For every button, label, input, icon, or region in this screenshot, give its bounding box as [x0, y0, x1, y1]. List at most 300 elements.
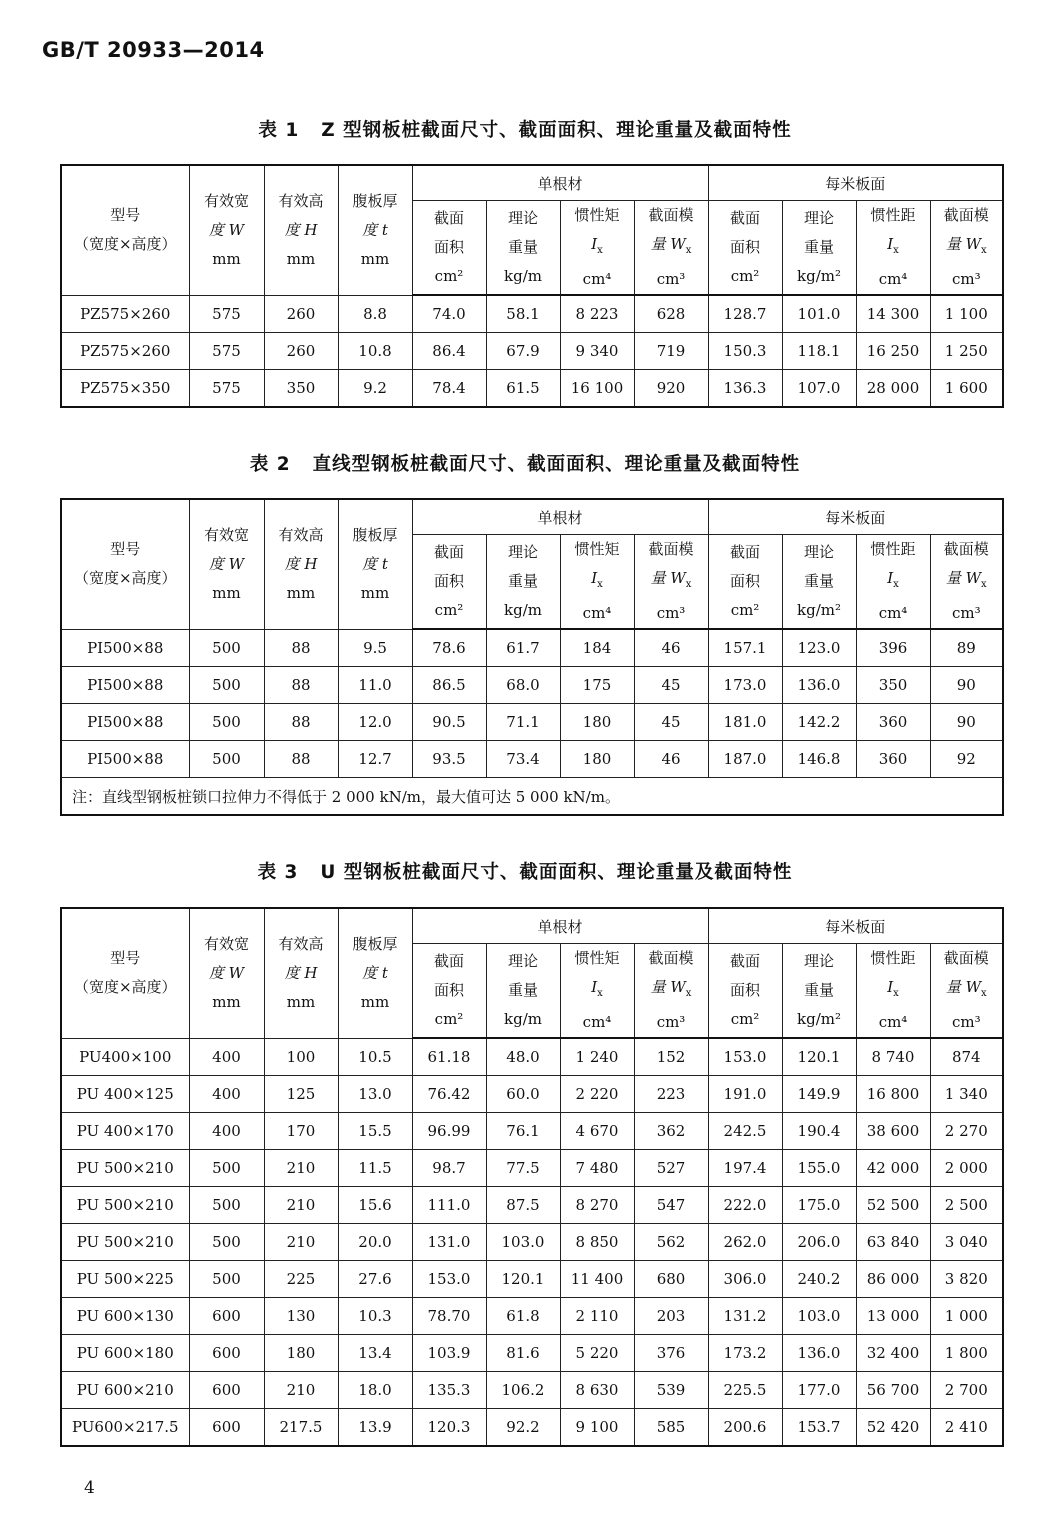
table-note-row	[61, 778, 1003, 816]
value-cell: 103.0	[486, 1224, 560, 1261]
value-cell: 86.5	[412, 667, 486, 704]
header-weight_m-unit: kg/m²	[797, 267, 841, 285]
value-cell: 575	[189, 295, 264, 333]
value-cell: 78.6	[412, 629, 486, 667]
value-cell: 88	[264, 741, 338, 778]
model-cell: PZ575×260	[61, 333, 189, 370]
value-cell: 63 840	[856, 1224, 930, 1261]
header-weight-m	[782, 201, 856, 296]
header-weight_m-line2: 重量	[804, 981, 835, 999]
value-cell: 191.0	[708, 1076, 782, 1113]
header-weight_m-line1: 理论	[804, 209, 835, 227]
value-cell: 10.3	[338, 1298, 412, 1335]
value-cell: 153.7	[782, 1409, 856, 1447]
table-row	[61, 1113, 1003, 1150]
model-cell: PU 600×130	[61, 1298, 189, 1335]
value-cell: 86.4	[412, 333, 486, 370]
header-modulus_m-symbol: 量 W	[945, 978, 982, 996]
value-cell: 120.3	[412, 1409, 486, 1447]
header-modulus_m-unit: cm³	[951, 1013, 981, 1031]
value-cell: 5 220	[560, 1335, 634, 1372]
header-thickness	[338, 165, 412, 295]
value-cell: 400	[189, 1076, 264, 1113]
table-1-title: Z 型钢板桩截面尺寸、截面面积、理论重量及截面特性	[321, 120, 792, 141]
value-cell: 8 630	[560, 1372, 634, 1409]
header-area-line1: 截面	[433, 209, 464, 227]
header-inertia-m	[856, 201, 930, 296]
table-row	[61, 1150, 1003, 1187]
value-cell: 28 000	[856, 370, 930, 408]
header-width-line1: 有效宽	[203, 191, 249, 210]
value-cell: 56 700	[856, 1372, 930, 1409]
value-cell: 181.0	[708, 704, 782, 741]
value-cell: 155.0	[782, 1150, 856, 1187]
value-cell: 1 240	[560, 1038, 634, 1076]
value-cell: 18.0	[338, 1372, 412, 1409]
value-cell: 8 850	[560, 1224, 634, 1261]
header-inertia-single	[560, 201, 634, 296]
value-cell: 360	[856, 741, 930, 778]
header-thickness-line1: 腹板厚	[352, 934, 398, 953]
value-cell: 206.0	[782, 1224, 856, 1261]
value-cell: 2 410	[930, 1409, 1003, 1447]
value-cell: 628	[634, 295, 708, 333]
header-area_m-line1: 截面	[730, 543, 761, 561]
value-cell: 52 420	[856, 1409, 930, 1447]
value-cell: 149.9	[782, 1076, 856, 1113]
value-cell: 125	[264, 1076, 338, 1113]
header-thickness-unit: mm	[360, 583, 390, 602]
header-group-single: 单根材	[412, 908, 708, 944]
value-cell: 11.5	[338, 1150, 412, 1187]
header-thickness-unit: mm	[360, 992, 390, 1011]
value-cell: 184	[560, 629, 634, 667]
value-cell: 45	[634, 704, 708, 741]
header-inertia_single-unit: cm⁴	[582, 270, 612, 288]
value-cell: 16 100	[560, 370, 634, 408]
header-height-unit: mm	[286, 992, 316, 1011]
header-area-line1: 截面	[433, 952, 464, 970]
value-cell: 61.8	[486, 1298, 560, 1335]
value-cell: 11.0	[338, 667, 412, 704]
table-row	[61, 1038, 1003, 1076]
header-modulus-line1: 截面模	[648, 949, 694, 967]
value-cell: 10.5	[338, 1038, 412, 1076]
table-row	[61, 667, 1003, 704]
value-cell: 575	[189, 333, 264, 370]
value-cell: 197.4	[708, 1150, 782, 1187]
value-cell: 203	[634, 1298, 708, 1335]
header-weight-line1: 理论	[507, 952, 538, 970]
value-cell: 150.3	[708, 333, 782, 370]
header-inertia_m-unit: cm⁴	[878, 604, 908, 622]
header-width-unit: mm	[212, 992, 241, 1011]
model-cell: PZ575×260	[61, 295, 189, 333]
header-modulus-unit: cm³	[656, 604, 686, 622]
value-cell: 96.99	[412, 1113, 486, 1150]
value-cell: 242.5	[708, 1113, 782, 1150]
value-cell: 177.0	[782, 1372, 856, 1409]
header-modulus-m	[930, 201, 1003, 296]
table-row	[61, 1298, 1003, 1335]
value-cell: 152	[634, 1038, 708, 1076]
value-cell: 600	[189, 1372, 264, 1409]
value-cell: 260	[264, 295, 338, 333]
value-cell: 146.8	[782, 741, 856, 778]
value-cell: 42 000	[856, 1150, 930, 1187]
header-modulus-line1: 截面模	[648, 540, 694, 558]
value-cell: 1 340	[930, 1076, 1003, 1113]
table-row	[61, 1261, 1003, 1298]
header-weight_m-unit: kg/m²	[797, 601, 841, 619]
value-cell: 38 600	[856, 1113, 930, 1150]
table-1-caption	[0, 116, 1050, 142]
value-cell: 81.6	[486, 1335, 560, 1372]
header-weight	[486, 535, 560, 630]
model-cell: PI500×88	[61, 629, 189, 667]
header-inertia_m-line2	[857, 564, 930, 599]
value-cell: 376	[634, 1335, 708, 1372]
value-cell: 500	[189, 1150, 264, 1187]
value-cell: 225.5	[708, 1372, 782, 1409]
value-cell: 92	[930, 741, 1003, 778]
header-model	[61, 908, 189, 1038]
header-area-unit: cm²	[434, 267, 464, 285]
header-height-line1: 有效高	[278, 934, 324, 953]
table-1-number: 表 1	[258, 120, 300, 141]
header-inertia_m-unit: cm⁴	[878, 270, 908, 288]
value-cell: 58.1	[486, 295, 560, 333]
header-weight-line1: 理论	[507, 209, 538, 227]
value-cell: 240.2	[782, 1261, 856, 1298]
value-cell: 88	[264, 704, 338, 741]
header-area-line2: 面积	[433, 238, 464, 256]
value-cell: 180	[560, 704, 634, 741]
value-cell: 103.0	[782, 1298, 856, 1335]
header-modulus_m-line2	[931, 973, 1003, 1008]
header-modulus	[634, 944, 708, 1039]
header-model-line2: （宽度×高度）	[73, 569, 177, 588]
header-height-line1: 有效高	[278, 525, 324, 544]
header-model-line1: 型号	[110, 540, 141, 559]
value-cell: 89	[930, 629, 1003, 667]
value-cell: 12.7	[338, 741, 412, 778]
header-weight-unit: kg/m	[504, 267, 542, 285]
header-area-line2: 面积	[433, 981, 464, 999]
value-cell: 562	[634, 1224, 708, 1261]
header-weight_m-line2: 重量	[804, 238, 835, 256]
value-cell: 61.18	[412, 1038, 486, 1076]
header-modulus	[634, 535, 708, 630]
model-cell: PU 400×170	[61, 1113, 189, 1150]
header-width	[189, 499, 264, 629]
value-cell: 11 400	[560, 1261, 634, 1298]
header-inertia_m-sub: x	[893, 579, 899, 590]
header-inertia_single-sub: x	[597, 245, 603, 256]
header-modulus-line2	[635, 564, 708, 599]
header-modulus-line2	[635, 973, 708, 1008]
header-area_m-unit: cm²	[730, 267, 760, 285]
table-row	[61, 704, 1003, 741]
header-area	[412, 535, 486, 630]
value-cell: 46	[634, 741, 708, 778]
header-modulus_m-sub: x	[981, 579, 987, 590]
header-height	[264, 499, 338, 629]
value-cell: 187.0	[708, 741, 782, 778]
header-width-line1: 有效宽	[203, 525, 249, 544]
header-modulus_m-line1: 截面模	[943, 540, 989, 558]
header-inertia_m-line1: 惯性距	[870, 949, 916, 967]
header-weight-line2: 重量	[507, 572, 538, 590]
table-2	[60, 498, 1004, 816]
model-cell: PU600×217.5	[61, 1409, 189, 1447]
value-cell: 135.3	[412, 1372, 486, 1409]
header-thickness-line2: 度 t	[362, 963, 388, 982]
value-cell: 2 110	[560, 1298, 634, 1335]
value-cell: 8.8	[338, 295, 412, 333]
value-cell: 225	[264, 1261, 338, 1298]
value-cell: 175.0	[782, 1187, 856, 1224]
header-modulus-line2	[635, 230, 708, 265]
header-weight-line2: 重量	[507, 238, 538, 256]
value-cell: 3 820	[930, 1261, 1003, 1298]
value-cell: 86 000	[856, 1261, 930, 1298]
header-weight_m-line1: 理论	[804, 543, 835, 561]
value-cell: 131.0	[412, 1224, 486, 1261]
header-width-line2: 度 W	[208, 554, 245, 573]
header-area-m	[708, 535, 782, 630]
header-thickness-line2: 度 t	[362, 554, 388, 573]
value-cell: 88	[264, 667, 338, 704]
header-weight	[486, 944, 560, 1039]
value-cell: 400	[189, 1113, 264, 1150]
value-cell: 93.5	[412, 741, 486, 778]
header-inertia_single-sub: x	[597, 988, 603, 999]
model-cell: PU 600×180	[61, 1335, 189, 1372]
value-cell: 210	[264, 1150, 338, 1187]
header-inertia_single-unit: cm⁴	[582, 604, 612, 622]
value-cell: 9.2	[338, 370, 412, 408]
value-cell: 173.0	[708, 667, 782, 704]
value-cell: 7 480	[560, 1150, 634, 1187]
value-cell: 78.4	[412, 370, 486, 408]
value-cell: 360	[856, 704, 930, 741]
value-cell: 9.5	[338, 629, 412, 667]
value-cell: 123.0	[782, 629, 856, 667]
header-area_m-line2: 面积	[730, 238, 761, 256]
header-height-line2: 度 H	[284, 220, 318, 239]
table-row	[61, 1187, 1003, 1224]
header-weight-line1: 理论	[507, 543, 538, 561]
header-area-m	[708, 944, 782, 1039]
value-cell: 3 040	[930, 1224, 1003, 1261]
header-height	[264, 165, 338, 295]
value-cell: 210	[264, 1187, 338, 1224]
value-cell: 76.42	[412, 1076, 486, 1113]
value-cell: 77.5	[486, 1150, 560, 1187]
header-area_m-unit: cm²	[730, 1010, 760, 1028]
value-cell: 680	[634, 1261, 708, 1298]
header-modulus_m-unit: cm³	[951, 270, 981, 288]
value-cell: 90	[930, 667, 1003, 704]
value-cell: 500	[189, 741, 264, 778]
value-cell: 8 270	[560, 1187, 634, 1224]
header-thickness	[338, 908, 412, 1038]
header-modulus-m	[930, 535, 1003, 630]
header-inertia_single-unit: cm⁴	[582, 1013, 612, 1031]
header-area-line1: 截面	[433, 543, 464, 561]
value-cell: 15.5	[338, 1113, 412, 1150]
header-modulus	[634, 201, 708, 296]
value-cell: 45	[634, 667, 708, 704]
value-cell: 527	[634, 1150, 708, 1187]
header-width	[189, 165, 264, 295]
header-height-unit: mm	[286, 583, 316, 602]
header-group-single: 单根材	[412, 165, 708, 201]
value-cell: 217.5	[264, 1409, 338, 1447]
header-group-per-meter: 每米板面	[708, 165, 1003, 201]
header-modulus_m-symbol: 量 W	[945, 569, 982, 587]
table-2-caption	[0, 450, 1050, 476]
header-model	[61, 165, 189, 295]
header-width	[189, 908, 264, 1038]
value-cell: 67.9	[486, 333, 560, 370]
table-3-caption	[0, 858, 1050, 884]
value-cell: 8 223	[560, 295, 634, 333]
table-3-number: 表 3	[257, 862, 299, 883]
header-inertia_single-line1: 惯性矩	[574, 540, 620, 558]
value-cell: 157.1	[708, 629, 782, 667]
value-cell: 500	[189, 1261, 264, 1298]
value-cell: 153.0	[412, 1261, 486, 1298]
value-cell: 111.0	[412, 1187, 486, 1224]
header-area	[412, 201, 486, 296]
header-modulus_m-symbol: 量 W	[945, 235, 982, 253]
value-cell: 107.0	[782, 370, 856, 408]
value-cell: 13.9	[338, 1409, 412, 1447]
table-3	[60, 907, 1004, 1447]
value-cell: 539	[634, 1372, 708, 1409]
page-number: 4	[84, 1478, 95, 1498]
header-model-line1: 型号	[110, 949, 141, 968]
header-width-unit: mm	[212, 583, 241, 602]
value-cell: 306.0	[708, 1261, 782, 1298]
header-thickness	[338, 499, 412, 629]
value-cell: 92.2	[486, 1409, 560, 1447]
value-cell: 136.0	[782, 1335, 856, 1372]
header-modulus_m-sub: x	[981, 988, 987, 999]
value-cell: 71.1	[486, 704, 560, 741]
header-weight_m-unit: kg/m²	[797, 1010, 841, 1028]
table-row	[61, 1224, 1003, 1261]
model-cell: PU 500×210	[61, 1150, 189, 1187]
header-width-line2: 度 W	[208, 963, 245, 982]
header-inertia_m-sub: x	[893, 988, 899, 999]
table-3-title: U 型钢板桩截面尺寸、截面面积、理论重量及截面特性	[320, 862, 793, 883]
value-cell: 16 800	[856, 1076, 930, 1113]
header-thickness-line2: 度 t	[362, 220, 388, 239]
header-width-line2: 度 W	[208, 220, 245, 239]
value-cell: 73.4	[486, 741, 560, 778]
value-cell: 20.0	[338, 1224, 412, 1261]
value-cell: 103.9	[412, 1335, 486, 1372]
value-cell: 2 270	[930, 1113, 1003, 1150]
model-cell: PU 600×210	[61, 1372, 189, 1409]
header-inertia_m-symbol: I	[887, 569, 894, 587]
header-modulus-unit: cm³	[656, 1013, 686, 1031]
value-cell: 61.7	[486, 629, 560, 667]
value-cell: 131.2	[708, 1298, 782, 1335]
table-row	[61, 741, 1003, 778]
header-inertia_m-line2	[857, 973, 930, 1008]
value-cell: 180	[560, 741, 634, 778]
header-inertia_m-line1: 惯性距	[870, 206, 916, 224]
header-area_m-line2: 面积	[730, 572, 761, 590]
header-thickness-line1: 腹板厚	[352, 191, 398, 210]
header-inertia_single-line1: 惯性矩	[574, 206, 620, 224]
value-cell: 2 000	[930, 1150, 1003, 1187]
header-weight-line2: 重量	[507, 981, 538, 999]
value-cell: 13.0	[338, 1076, 412, 1113]
header-height-line2: 度 H	[284, 554, 318, 573]
value-cell: 68.0	[486, 667, 560, 704]
value-cell: 500	[189, 704, 264, 741]
header-weight-m	[782, 535, 856, 630]
value-cell: 61.5	[486, 370, 560, 408]
header-area-line2: 面积	[433, 572, 464, 590]
value-cell: 60.0	[486, 1076, 560, 1113]
value-cell: 362	[634, 1113, 708, 1150]
value-cell: 9 340	[560, 333, 634, 370]
header-area_m-line1: 截面	[730, 952, 761, 970]
value-cell: 13 000	[856, 1298, 930, 1335]
header-group-per-meter: 每米板面	[708, 499, 1003, 535]
header-inertia_single-line1: 惯性矩	[574, 949, 620, 967]
header-modulus-sub: x	[685, 245, 692, 256]
model-cell: PU 500×225	[61, 1261, 189, 1298]
header-modulus_m-line2	[931, 564, 1003, 599]
table-2-number: 表 2	[249, 454, 291, 475]
header-inertia_m-line2	[857, 230, 930, 265]
value-cell: 200.6	[708, 1409, 782, 1447]
value-cell: 8 740	[856, 1038, 930, 1076]
header-width-line1: 有效宽	[203, 934, 249, 953]
header-modulus_m-unit: cm³	[951, 604, 981, 622]
value-cell: 16 250	[856, 333, 930, 370]
header-height-line2: 度 H	[284, 963, 318, 982]
table-2-title: 直线型钢板桩截面尺寸、截面面积、理论重量及截面特性	[312, 454, 801, 475]
header-inertia_m-symbol: I	[887, 235, 894, 253]
header-area_m-line2: 面积	[730, 981, 761, 999]
header-group-single: 单根材	[412, 499, 708, 535]
table-note: 注：直线型钢板桩锁口拉伸力不得低于 2 000 kN/m，最大值可达 5 000 kN/m。	[61, 778, 1003, 816]
value-cell: 874	[930, 1038, 1003, 1076]
header-weight-m	[782, 944, 856, 1039]
header-modulus-m	[930, 944, 1003, 1039]
model-cell: PU 500×210	[61, 1187, 189, 1224]
header-height-line1: 有效高	[278, 191, 324, 210]
header-model-line2: （宽度×高度）	[73, 235, 177, 254]
value-cell: 136.0	[782, 667, 856, 704]
header-modulus-symbol: 量 W	[650, 569, 686, 587]
value-cell: 190.4	[782, 1113, 856, 1150]
table-row	[61, 629, 1003, 667]
value-cell: 106.2	[486, 1372, 560, 1409]
value-cell: 4 670	[560, 1113, 634, 1150]
value-cell: 136.3	[708, 370, 782, 408]
value-cell: 500	[189, 667, 264, 704]
value-cell: 585	[634, 1409, 708, 1447]
